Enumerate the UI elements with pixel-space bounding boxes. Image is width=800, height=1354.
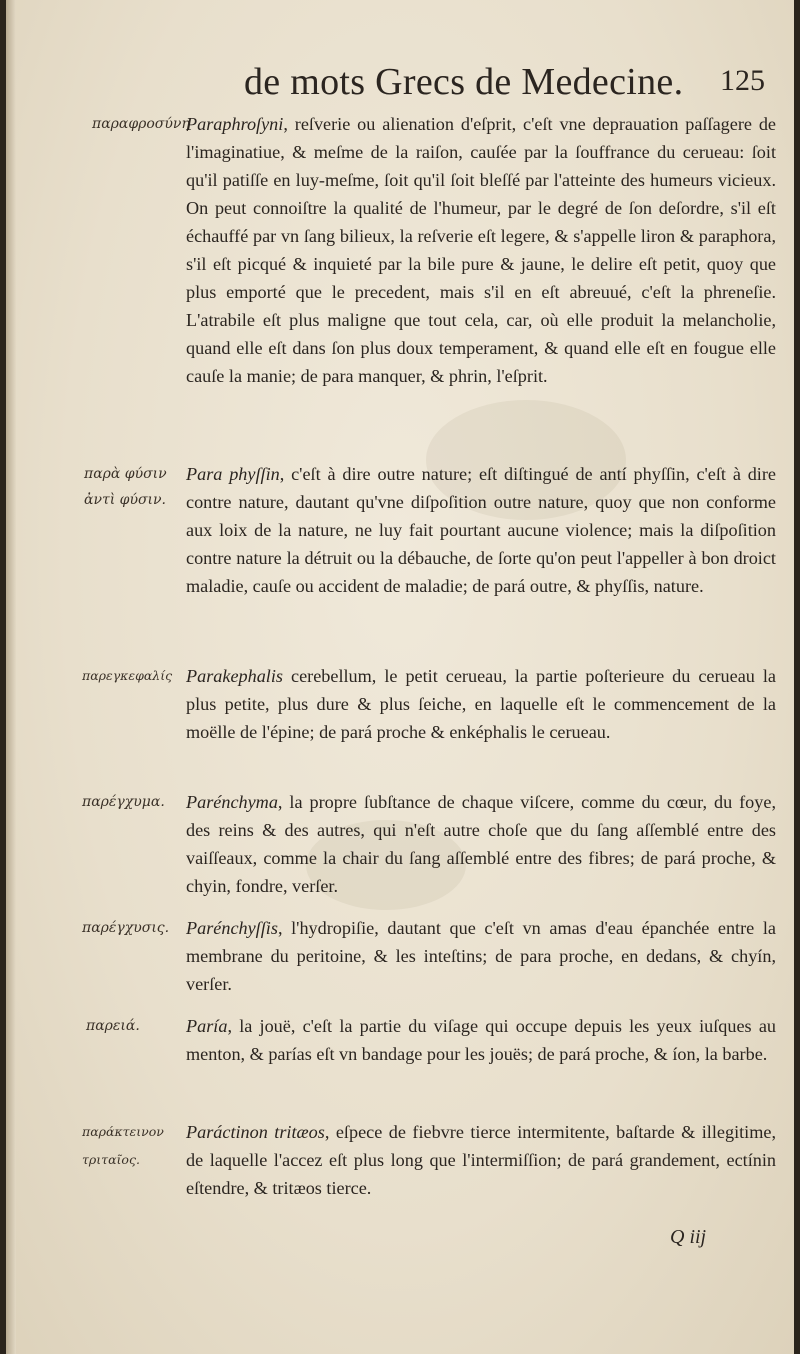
entry-text: [186, 460, 776, 600]
entry-definition: , l'hydropiſie, dautant que c'eſt vn amas d'eau épanchée entre la membrane du peritoine, & les inteſtins; de para proche, en dedans, & chyín, verſer.: [186, 918, 776, 994]
entry-definition: cerebellum, le petit cerueau, la partie poſterieure du cerueau la plus petite, plus dure & plus ſeiche, en laquelle eſt le commencement de la moëlle de l'épine; de pará proche & enképhalis le cerueau.: [186, 666, 776, 742]
greek-headword-secondary: ἀντὶ φύσιν.: [84, 492, 166, 508]
entry-definition: , la jouë, c'eſt la partie du viſage qui occupe depuis les yeux iuſques au menton, & parías eſt vn bandage pour les jouës; de pará proche, & íon, la barbe.: [186, 1016, 776, 1064]
book-page: [6, 0, 794, 1354]
entry-text: [186, 1012, 776, 1068]
page-title: de mots Grecs de Medecine.: [244, 61, 684, 103]
signature-mark: Q iij: [670, 1226, 707, 1248]
entry-term: Paráctinon tritæos: [186, 1122, 325, 1142]
greek-headword: παρειά.: [86, 1018, 140, 1034]
entry-term: Parénchyſſis: [186, 918, 278, 938]
running-header: [6, 58, 794, 108]
greek-headword: παρέγχυσις.: [82, 920, 170, 936]
entry-term: Paría: [186, 1016, 228, 1036]
entry-text: [186, 914, 776, 998]
entry-text: [186, 110, 776, 390]
greek-headword: παρεγκεφαλίς: [82, 668, 173, 683]
entry-definition: , eſpece de fiebvre tierce intermitente, baſtarde & illegitime, de laquelle l'accez eſt plus long que l'intermiſſion; de pará grandement, ectínin eſtendre, & tritæos tierce.: [186, 1122, 776, 1198]
entry-text: [186, 662, 776, 746]
entry-text: [186, 788, 776, 900]
greek-headword: παρὰ φύσιν: [84, 466, 167, 482]
greek-headword: παραφροσύνη: [92, 116, 190, 132]
entry-definition: , reſverie ou alienation d'eſprit, c'eſt vne deprauation paſſagere de l'imaginatiue, & meſme de la raiſon, cauſée par la ſouffrance du cerueau: ſoit qu'il patiſſe en luy-meſme, ſoit qu'il ſoit bleſſé par l'atteinte des humeurs vicieux. On peut connoiſtre la qualité de l'humeur, par le degré de ſon deſordre, s'il eſt échauffé par vn ſang bilieux, la reſverie eſt legere, & s'appelle liron & paraphora, s'il eſt picqué & inquieté par la bile pure & jaune, le delire eſt petit, quoy que plus emporté que le precedent, mais s'il en eſt abreuué, c'eſt la phreneſie. L'atrabile eſt plus maligne que tout cela, car, où elle produit la melancholie, quand elle eſt dans ſon plus doux temperament, & quand elle eſt en fougue elle cauſe la manie; de para manquer, & phrin, l'eſprit.: [186, 114, 776, 386]
entry-text: [186, 1118, 776, 1202]
entry-term: Parénchyma: [186, 792, 278, 812]
entry-term: Parakephalis: [186, 666, 283, 686]
page-gutter: [6, 0, 16, 1354]
entry-definition: , c'eſt à dire outre nature; eſt diſtingué de antí phyſſin, c'eſt à dire contre nature, dautant qu'vne diſpoſition outre nature, quoy que non conforme aux loix de la nature, ne luy fait pourtant aucune violence; mais la diſpoſition contre nature la détruit ou la débauche, de ſorte qu'on peut l'appeller à bon droict maladie, cauſe ou accident de maladie; de pará outre, & phyſſis, nature.: [186, 464, 776, 596]
greek-headword: παράκτεινον: [82, 1124, 164, 1139]
greek-headword-secondary: τριταῖος.: [82, 1152, 140, 1167]
entry-term: Paraphroſyni: [186, 114, 284, 134]
entry-term: Para phyſſin: [186, 464, 280, 484]
page-number: 125: [720, 64, 765, 97]
entry-definition: , la propre ſubſtance de chaque viſcere, comme du cœur, du foye, des reins & des autres, qui n'eſt autre choſe que du ſang aſſemblé entre des vaiſſeaux, comme la chair du ſang aſſemblé entre des fibres; de pará proche, & chyin, fondre, verſer.: [186, 792, 776, 896]
greek-headword: παρέγχυμα.: [82, 794, 165, 810]
